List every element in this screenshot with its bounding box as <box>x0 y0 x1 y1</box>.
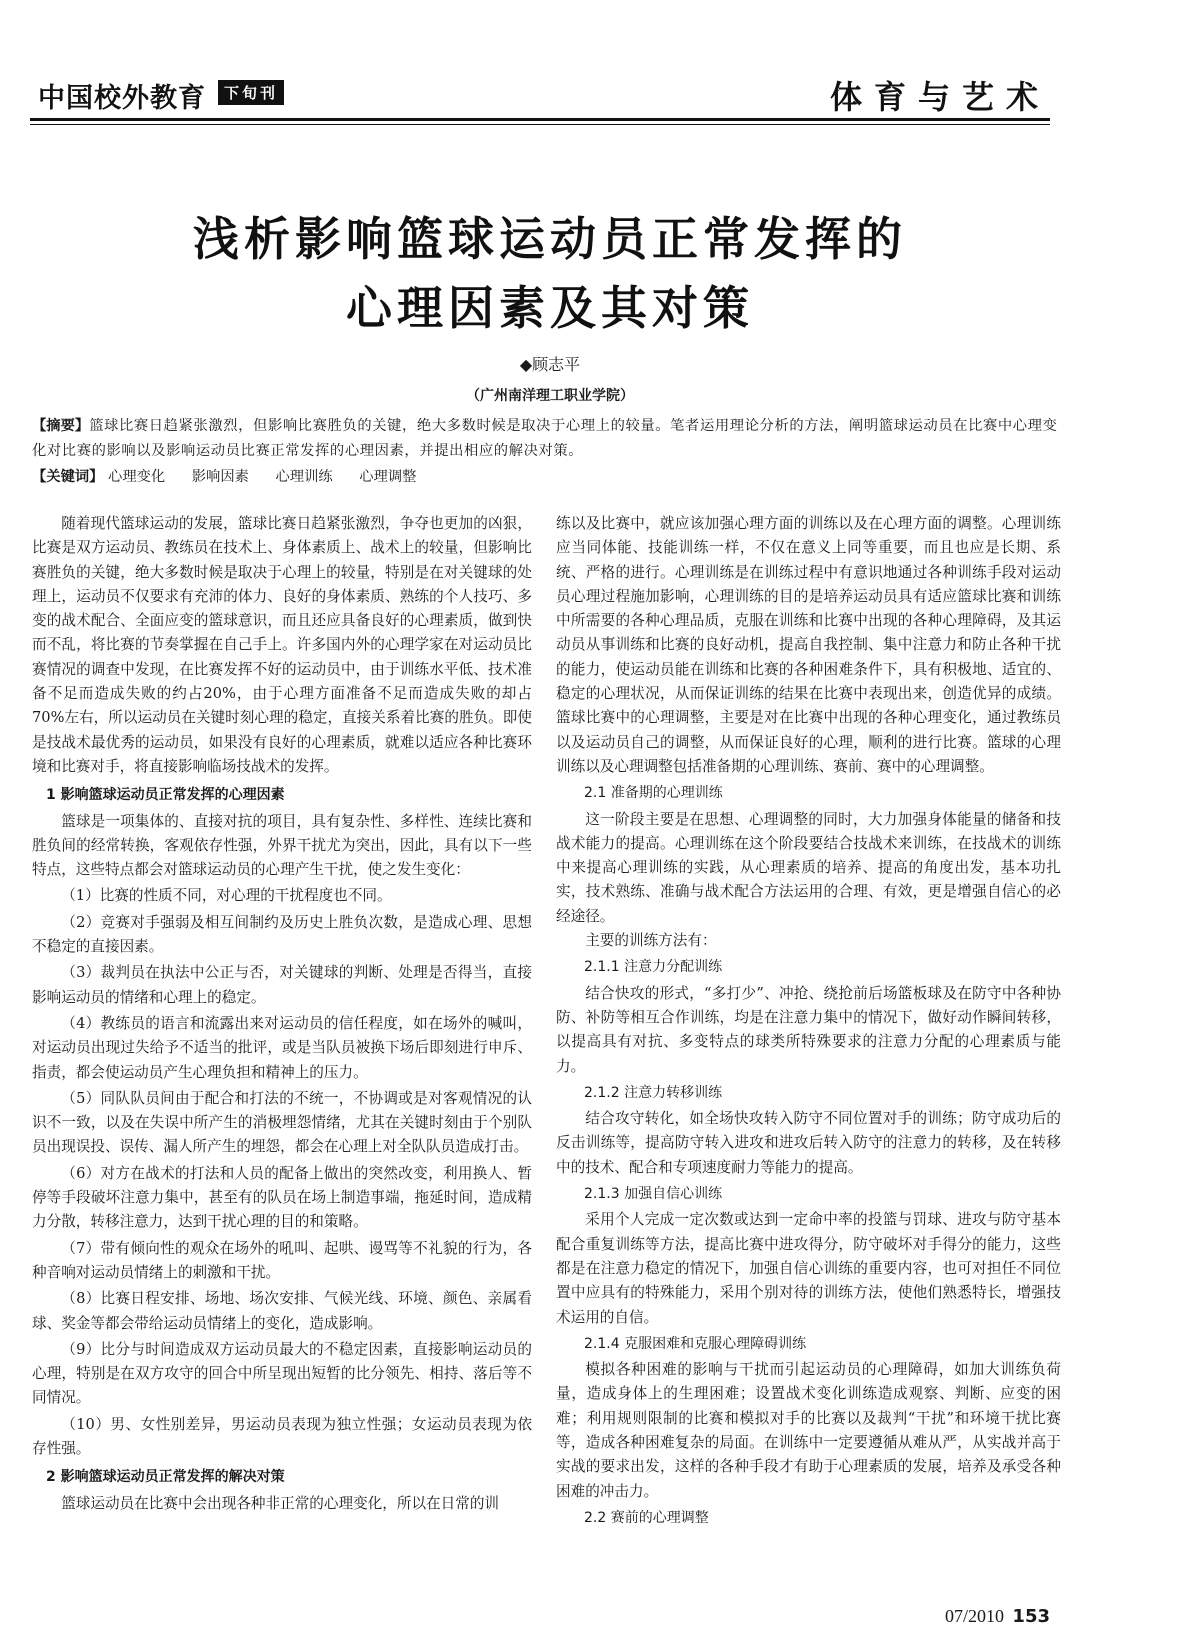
issue-date: 07/2010 <box>944 1606 1004 1626</box>
keywords-label: 【关键词】 <box>32 469 104 485</box>
journal-name: 中国校外教育 <box>38 83 206 114</box>
factor-item: （7）带有倾向性的观众在场外的吼叫、起哄、谩骂等不礼貌的行为，各种音响对运动员情绪上的刺激和干扰。 <box>32 1239 532 1281</box>
subsection-2-1-3-heading: 2.1.3 加强自信心训练 <box>584 1186 723 1203</box>
keywords <box>32 465 1062 490</box>
continuation-paragraph: 练以及比赛中，就应该加强心理方面的训练以及在心理方面的调整。心理训练应当同体能、技能训练一样，不仅在意义上同等重要，而且也应是长期、系统、严格的进行。心理训练是在训练过程中有意识地通过各种训练手段对运动员心理过程施加影响，心理训练的目的是培养运动员具有适应篮球比赛和训练中所需要的各种心理品质，克服在训练和比赛中出现的各种心理障碍，及其运动员从事训练和比赛的良好动机，提高自我控制、集中注意力和防止各种干扰的能力，使运动员能在训练和比赛的各种困难条件下，具有积极地、适宜的、稳定的心理状况，从而保证训练的结果在比赛中表现出来，创造优异的成绩。篮球比赛中的心理调整，主要是对在比赛中出现的各种心理变化，通过教练员以及运动员自己的调整，从而保证良好的心理，顺利的进行比赛。篮球的心理训练以及心理调整包括准备期的心理训练、赛前、赛中的心理调整。 <box>556 515 1061 775</box>
section-1-heading: 1 影响篮球运动员正常发挥的心理因素 <box>46 787 285 804</box>
subsection-2-1-3-text: 采用个人完成一定次数或达到一定命中率的投篮与罚球、进攻与防守基本配合重复训练等方法，提高比赛中进攻得分，防守破坏对手得分的能力，这些都是在注意力稳定的情况下，加强自信心训练的重要内容，也可对担任不同位置中应具有的特殊能力，采用个别对待的训练方法，使他们熟悉特长，增强技术运用的自信。 <box>556 1211 1061 1326</box>
subsection-2-1-2-text: 结合攻守转化，如全场快攻转入防守不同位置对手的训练；防守成功后的反击训练等，提高防守转入进攻和进攻后转入防守的注意力的转移，及在转移中的技术、配合和专项速度耐力等能力的提高。 <box>556 1110 1061 1176</box>
keyword: 影响因素 <box>191 469 249 485</box>
factor-item: （10）男、女性别差异，男运动员表现为独立性强；女运动员表现为依存性强。 <box>32 1415 532 1457</box>
body-column-right <box>556 512 1061 1532</box>
keyword: 心理训练 <box>275 469 333 485</box>
factor-item: （8）比赛日程安排、场地、场次安排、气候光线、环境、颜色、亲属看球、奖金等都会带给运动员情绪上的变化，造成影响。 <box>32 1290 532 1332</box>
factor-item: （1）比赛的性质不同，对心理的干扰程度也不同。 <box>61 887 392 905</box>
abstract-text: 篮球比赛日趋紧张激烈，但影响比赛胜负的关键，绝大多数时候是取决于心理上的较量。笔者运用理论分析的方法，阐明篮球运动员在比赛中心理变化对比赛的影响以及影响运动员比赛正常发挥的心理因素，并提出相应的解决对策。 <box>32 418 1058 459</box>
subsection-2-1-1-heading: 2.1.1 注意力分配训练 <box>584 959 723 976</box>
issue-badge: 下旬刊 <box>218 80 284 105</box>
header-rule <box>30 118 1050 121</box>
article-title-line-2: 心理因素及其对策 <box>346 281 754 335</box>
subsection-2-1-2-heading: 2.1.2 注意力转移训练 <box>584 1084 723 1101</box>
article-title-line-1: 浅析影响篮球运动员正常发挥的 <box>193 212 907 266</box>
abstract-label: 【摘要】 <box>32 418 90 434</box>
author-affiliation: （广州南洋理工职业学院） <box>466 388 634 404</box>
subsection-2-1-heading: 2.1 准备期的心理训练 <box>584 785 723 802</box>
factor-item: （2）竞赛对手强弱及相互间制约及历史上胜负次数，是造成心理、思想不稳定的直接因素。 <box>32 913 532 956</box>
abstract-block <box>32 414 1062 490</box>
keyword: 心理变化 <box>108 469 166 485</box>
subsection-2-1-4-heading: 2.1.4 克服困难和克服心理障碍训练 <box>584 1335 807 1352</box>
factor-item: （6）对方在战术的打法和人员的配备上做出的突然改变，利用换人、暂停等手段破坏注意力集中，甚至有的队员在场上制造事端，拖延时间，造成精力分散，转移注意力，达到干扰心理的目的和策略。 <box>32 1164 532 1231</box>
abstract <box>32 414 1062 464</box>
factor-item: （3）裁判员在执法中公正与否，对关键球的判断、处理是否得当，直接影响运动员的情绪和心理上的稳定。 <box>32 964 532 1006</box>
methods-label: 主要的训练方法有： <box>585 932 717 950</box>
page-number: 153 <box>1012 1606 1050 1627</box>
intro-paragraph: 随着现代篮球运动的发展，篮球比赛日趋紧张激烈，争夺也更加的凶狠，比赛是双方运动员、教练员在技术上、身体素质上、战术上的较量，但影响比赛胜负的关键，绝大多数时候是取决于心理上的较量，特别是在对关键球的处理上，运动员不仅要求有充沛的体力、良好的身体素质、熟练的个人技巧、多变的战术配合、全面应变的篮球意识，而且还应具备良好的心理素质，做到快而不乱，将比赛的节奏掌握在自己手上。许多国内外的心理学家在对运动员比赛情况的调查中发现，在比赛发挥不好的运动员中，由于训练水平低、技术准备不足而造成失败的约占20%，由于心理方面准备不足而造成失败的却占70%左右，所以运动员在关键时刻心理的稳定，直接关系着比赛的胜负。即使是技战术最优秀的运动员，如果没有良好的心理素质，就难以适应各种比赛环境和比赛对手，将直接影响临场技战术的发挥。 <box>32 515 532 775</box>
factor-item: （5）同队队员间由于配合和打法的不统一，不协调或是对客观情况的认识不一致，以及在失误中所产生的消极埋怨情绪，尤其在关键时刻由于个别队员出现误投、误传、漏人所产生的埋怨，都会在心理上对全队队员造成打击。 <box>32 1089 532 1156</box>
factor-item: （4）教练员的语言和流露出来对运动员的信任程度，如在场外的喊叫，对运动员出现过失给予不适当的批评，或是当队员被换下场后即刻进行申斥、指责，都会使运动员产生心理负担和精神上的压力。 <box>32 1014 532 1081</box>
subsection-2-1-4-text: 模拟各种困难的影响与干扰而引起运动员的心理障碍，如加大训练负荷量，造成身体上的生理困难；设置战术变化训练造成观察、判断、应变的困难；利用规则限制的比赛和模拟对手的比赛以及裁判“干扰”和环境干扰比赛等，造成各种困难复杂的局面。在训练中一定要遵循从难从严，从实战并高于实战的要求出发，这样的各种手段才有助于心理素质的发展，培养及承受各种困难的冲击力。 <box>556 1361 1061 1500</box>
factor-item: （9）比分与时间造成双方运动员最大的不稳定因素，直接影响运动员的心理，特别是在双方攻守的回合中所呈现出短暂的比分领先、相持、落后等不同情况。 <box>32 1340 532 1407</box>
subsection-2-1-text: 这一阶段主要是在思想、心理调整的同时，大力加强身体能量的储备和技战术能力的提高。心理训练在这个阶段要结合技战术来训练，在技战术的训练中来提高心理训练的实践，从心理素质的培养、提高的角度出发，基本功扎实，技术熟练、准确与战术配合方法运用的合理、有效，更是增强自信心的必经途径。 <box>556 810 1061 925</box>
subsection-2-2-heading: 2.2 赛前的心理调整 <box>584 1509 709 1526</box>
keyword: 心理调整 <box>359 469 417 485</box>
author-name: ◆顾志平 <box>519 355 581 374</box>
body-column-left <box>32 512 532 1516</box>
section-title: 体育与艺术 <box>829 78 1050 116</box>
header-rule-thin <box>30 124 1050 125</box>
section-1-intro: 篮球是一项集体的、直接对抗的项目，具有复杂性、多样性、连续比赛和胜负间的经常转换，客观依存性强，外界干扰尤为突出，因此，具有以下一些特点，这些特点都会对篮球运动员的心理产生干扰，使之发生变化： <box>32 812 532 879</box>
section-2-heading: 2 影响篮球运动员正常发挥的解决对策 <box>46 1469 285 1486</box>
section-2-intro: 篮球运动员在比赛中会出现各种非正常的心理变化，所以在日常的训 <box>61 1494 500 1512</box>
subsection-2-1-1-text: 结合快攻的形式，“多打少”、冲抢、绕抢前后场篮板球及在防守中各种协防、补防等相互合作训练，均是在注意力集中的情况下，做好动作瞬间转移，以提高具有对抗、多变特点的球类所特殊要求的注意力分配的心理素质与能力。 <box>556 984 1061 1075</box>
